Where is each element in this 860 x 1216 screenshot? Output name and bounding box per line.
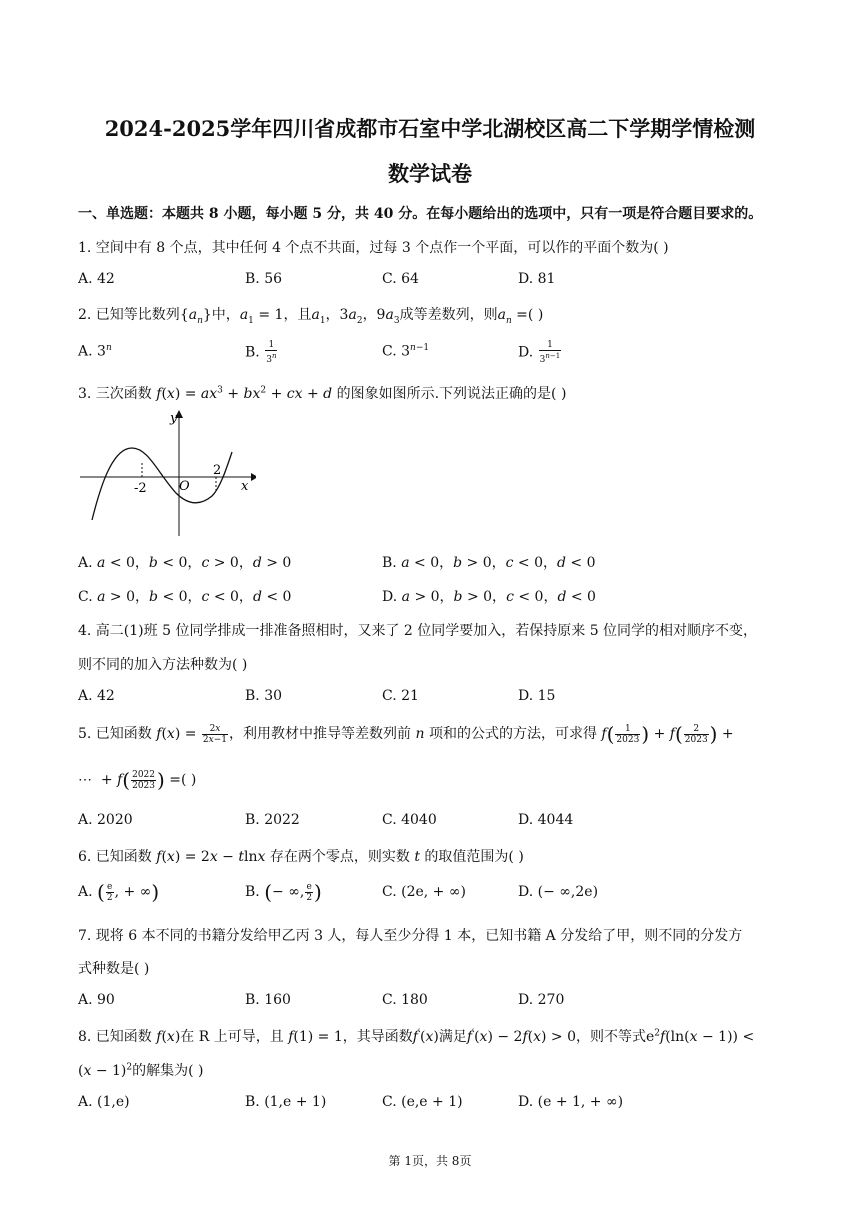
page-title-line1: 2024-2025学年四川省成都市石室中学北湖校区高二下学期学情检测 xyxy=(104,116,756,141)
cubic-curve xyxy=(92,448,232,520)
question-8-stem-line1: 8. 已知函数 f(x)在 R 上可导，且 f(1) = 1，其导函数f′(x)满足f′(x) − 2f(x) > 0，则不等式$e^2f(\ln(x - 1))$ < xyxy=(78,1028,755,1045)
question-2-option-d: D. $\frac{1}{3^{n-1}}$ xyxy=(518,340,561,365)
question-3-option-a: A. a < 0，b < 0，c > 0，d > 0 xyxy=(78,555,292,571)
question-7-stem-line1: 7. 现将 6 本不同的书籍分发给甲乙丙 3 人，每人至少分得 1 本，已知书籍 A 分发给了甲，则不同的分发方 xyxy=(78,928,743,944)
question-5-option-d: D. 4044 xyxy=(518,812,574,828)
question-1-option-a: A. 42 xyxy=(78,271,115,287)
question-5-stem-line1: 5. 已知函数 f(x) = $\frac{2x}{2x-1}$ ，利用教材中推导等差数列前 n 项和的公式的方法，可求得 f( $\frac{1}{2023}$ ) + f( $\frac{2}{2023}$ ) + xyxy=(78,722,734,746)
x-axis-label: x xyxy=(241,479,249,494)
question-8-option-a: A. (1,e) xyxy=(78,1094,130,1110)
question-7-option-a: A. 90 xyxy=(78,992,115,1008)
question-3-stem: 3. 三次函数 $f(x) = ax^3 + bx^2$ + cx + d 的图象如图所示.下列说法正确的是( ) xyxy=(78,385,567,402)
question-4-option-d: D. 15 xyxy=(518,688,556,704)
question-1-option-d: D. 81 xyxy=(518,271,556,287)
question-4-option-a: A. 42 xyxy=(78,688,115,704)
question-7-option-b: B. 160 xyxy=(245,992,291,1008)
origin-label: O xyxy=(179,479,190,494)
question-5-option-b: B. 2022 xyxy=(245,812,300,828)
y-axis-label: y xyxy=(170,411,178,426)
question-2-stem: 2. 已知等比数列$\{a_n\}$中，$a_1 = 1$，且$a_1$，$3a_2$，$9a_3$成等差数列，则$a_n$ =( ) xyxy=(78,307,544,326)
question-6-option-d: D. (− ∞,2e) xyxy=(518,884,599,900)
question-3-option-d: D. a > 0，b > 0，c < 0，d < 0 xyxy=(382,589,596,605)
question-1-option-c: C. 64 xyxy=(382,271,419,287)
question-7-option-d: D. 270 xyxy=(518,992,565,1008)
question-5-stem-line2: ⋯ + f( $\frac{2022}{2023}$ ) =( ) xyxy=(78,768,197,792)
question-8-option-c: C. (e,e + 1) xyxy=(382,1094,463,1110)
question-2-option-c: C. $3^{n-1}$ xyxy=(382,343,430,360)
question-8-option-d: D. (e + 1, + ∞) xyxy=(518,1094,624,1110)
question-4-option-c: C. 21 xyxy=(382,688,419,704)
question-1-option-b: B. 56 xyxy=(245,271,283,287)
question-2-option-a: A. 3$^n$ xyxy=(78,343,112,360)
question-6-option-b: B. (− ∞, $\frac{e}{2}$ ) xyxy=(245,880,322,904)
question-1-stem: 1. 空间中有 8 个点，其中任何 4 个点不共面，过每 3 个点作一个平面，可以作的平面个数为( ) xyxy=(78,240,669,256)
tick-label-neg2: -2 xyxy=(134,481,147,496)
question-4-stem-line2: 则不同的加入方法种数为( ) xyxy=(78,657,248,673)
question-3-option-c: C. a > 0，b < 0，c < 0，d < 0 xyxy=(78,589,292,605)
question-6-stem: 6. 已知函数 f(x) = 2x − tlnx 存在两个零点，则实数 t 的取值范围为( ) xyxy=(78,849,524,865)
question-4-option-b: B. 30 xyxy=(245,688,283,704)
section-heading-single-choice: 一、单选题：本题共 8 小题，每小题 5 分，共 40 分。在每小题给出的选项中，只有一项是符合题目要求的。 xyxy=(78,206,763,222)
question-2-option-b: B. $\frac{1}{3^n}$ xyxy=(245,340,277,365)
question-8-stem-line2: $(x - 1)^2$的解集为( ) xyxy=(78,1062,204,1079)
question-7-option-c: C. 180 xyxy=(382,992,428,1008)
question-5-option-a: A. 2020 xyxy=(78,812,133,828)
question-4-stem-line1: 4. 高二(1)班 5 位同学排成一排准备照相时，又来了 2 位同学要加入，若保持原来 5 位同学的相对顺序不变， xyxy=(78,623,758,639)
cubic-function-graph xyxy=(76,408,256,540)
page-title-line2: 数学试卷 xyxy=(388,161,472,186)
tick-label-pos2: 2 xyxy=(213,463,222,478)
question-6-option-c: C. (2e, + ∞) xyxy=(382,884,466,900)
question-5-option-c: C. 4040 xyxy=(382,812,437,828)
page-footer: 第 1页，共 8页 xyxy=(388,1154,472,1168)
question-7-stem-line2: 式种数是( ) xyxy=(78,961,150,977)
question-8-option-b: B. (1,e + 1) xyxy=(245,1094,327,1110)
question-6-option-a: A. ( $\frac{e}{2}$ , + ∞) xyxy=(78,880,160,904)
x-axis-arrow xyxy=(251,473,256,481)
question-3-option-b: B. a < 0，b > 0，c < 0，d < 0 xyxy=(382,555,596,571)
